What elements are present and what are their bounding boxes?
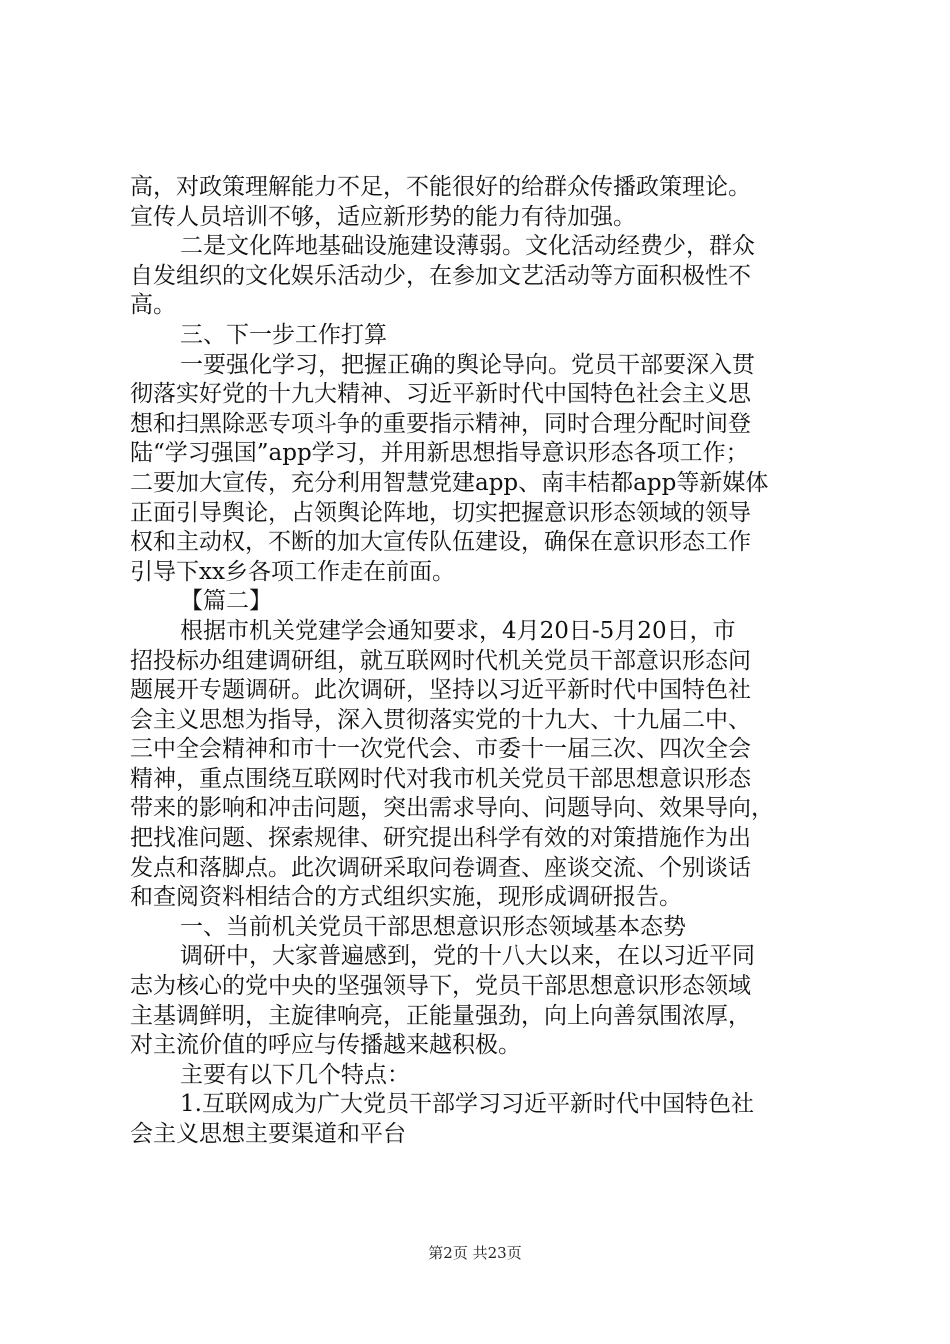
text-line: 会主义思想为指导，深入贯彻落实党的十九大、十九届二中、 bbox=[130, 706, 751, 733]
page-footer: 第2页 共23页 bbox=[428, 1244, 522, 1262]
text-line: 高。 bbox=[130, 292, 176, 319]
text-line: 三中全会精神和市十一次党代会、市委十一届三次、四次全会 bbox=[130, 736, 751, 763]
text-line: 志为核心的党中央的坚强领导下，党员干部思想意识形态领域 bbox=[130, 973, 751, 1000]
text-line: 主要有以下几个特点： bbox=[180, 1061, 410, 1088]
text-line: 主基调鲜明，主旋律响亮，正能量强劲，向上向善氛围浓厚， bbox=[130, 1002, 751, 1029]
text-line: 一要强化学习，把握正确的舆论导向。党员干部要深入贯 bbox=[180, 351, 755, 378]
text-line: 宣传人员培训不够，适应新形势的能力有待加强。 bbox=[130, 203, 636, 230]
text-line: 正面引导舆论，占领舆论阵地，切实把握意识形态领域的领导 bbox=[130, 499, 751, 526]
text-line: 会主义思想主要渠道和平台 bbox=[130, 1121, 406, 1147]
document-body bbox=[130, 173, 830, 1150]
text-line: 二是文化阵地基础设施建设薄弱。文化活动经费少，群众 bbox=[180, 233, 755, 260]
text-line: 自发组织的文化娱乐活动少，在参加文艺活动等方面积极性不 bbox=[130, 262, 751, 289]
text-line: 带来的影响和冲击问题，突出需求导向、问题导向、效果导向， bbox=[130, 795, 774, 822]
text-line: 一、当前机关党员干部思想意识形态领域基本态势 bbox=[180, 913, 686, 940]
text-line: 陆“学习强国”app学习，并用新思想指导意识形态各项工作； bbox=[130, 440, 749, 467]
text-line: 题展开专题调研。此次调研，坚持以习近平新时代中国特色社 bbox=[130, 677, 751, 704]
text-line: 高，对政策理解能力不足，不能很好的给群众传播政策理论。 bbox=[130, 174, 751, 200]
text-line: 发点和落脚点。此次调研采取问卷调查、座谈交流、个别谈话 bbox=[130, 854, 751, 881]
text-line: 权和主动权，不断的加大宣传队伍建设，确保在意识形态工作 bbox=[130, 529, 751, 556]
text-line: 彻落实好党的十九大精神、习近平新时代中国特色社会主义思 bbox=[130, 381, 751, 408]
text-line: 引导下xx乡各项工作走在前面。 bbox=[130, 558, 455, 585]
text-line: 把找准问题、探索规律、研究提出科学有效的对策措施作为出 bbox=[130, 825, 751, 852]
text-line: 精神，重点围绕互联网时代对我市机关党员干部思想意识形态 bbox=[130, 765, 751, 792]
text-line: 【篇二】 bbox=[180, 588, 272, 615]
text-line: 二要加大宣传，充分利用智慧党建app、南丰桔都app等新媒体 bbox=[130, 469, 769, 496]
text-line: 想和扫黑除恶专项斗争的重要指示精神，同时合理分配时间登 bbox=[130, 410, 751, 437]
text-line: 对主流价值的呼应与传播越来越积极。 bbox=[130, 1032, 521, 1059]
text-line: 1.互联网成为广大党员干部学习习近平新时代中国特色社 bbox=[180, 1091, 754, 1118]
text-line: 招投标办组建调研组，就互联网时代机关党员干部意识形态问 bbox=[130, 647, 751, 674]
text-line: 三、下一步工作打算 bbox=[180, 321, 387, 348]
text-line: 和查阅资料相结合的方式组织实施，现形成调研报告。 bbox=[130, 884, 682, 911]
text-line: 根据市机关党建学会通知要求，4月20日-5月20日，市 bbox=[180, 617, 736, 644]
text-line: 调研中，大家普遍感到，党的十八大以来，在以习近平同 bbox=[180, 943, 755, 970]
